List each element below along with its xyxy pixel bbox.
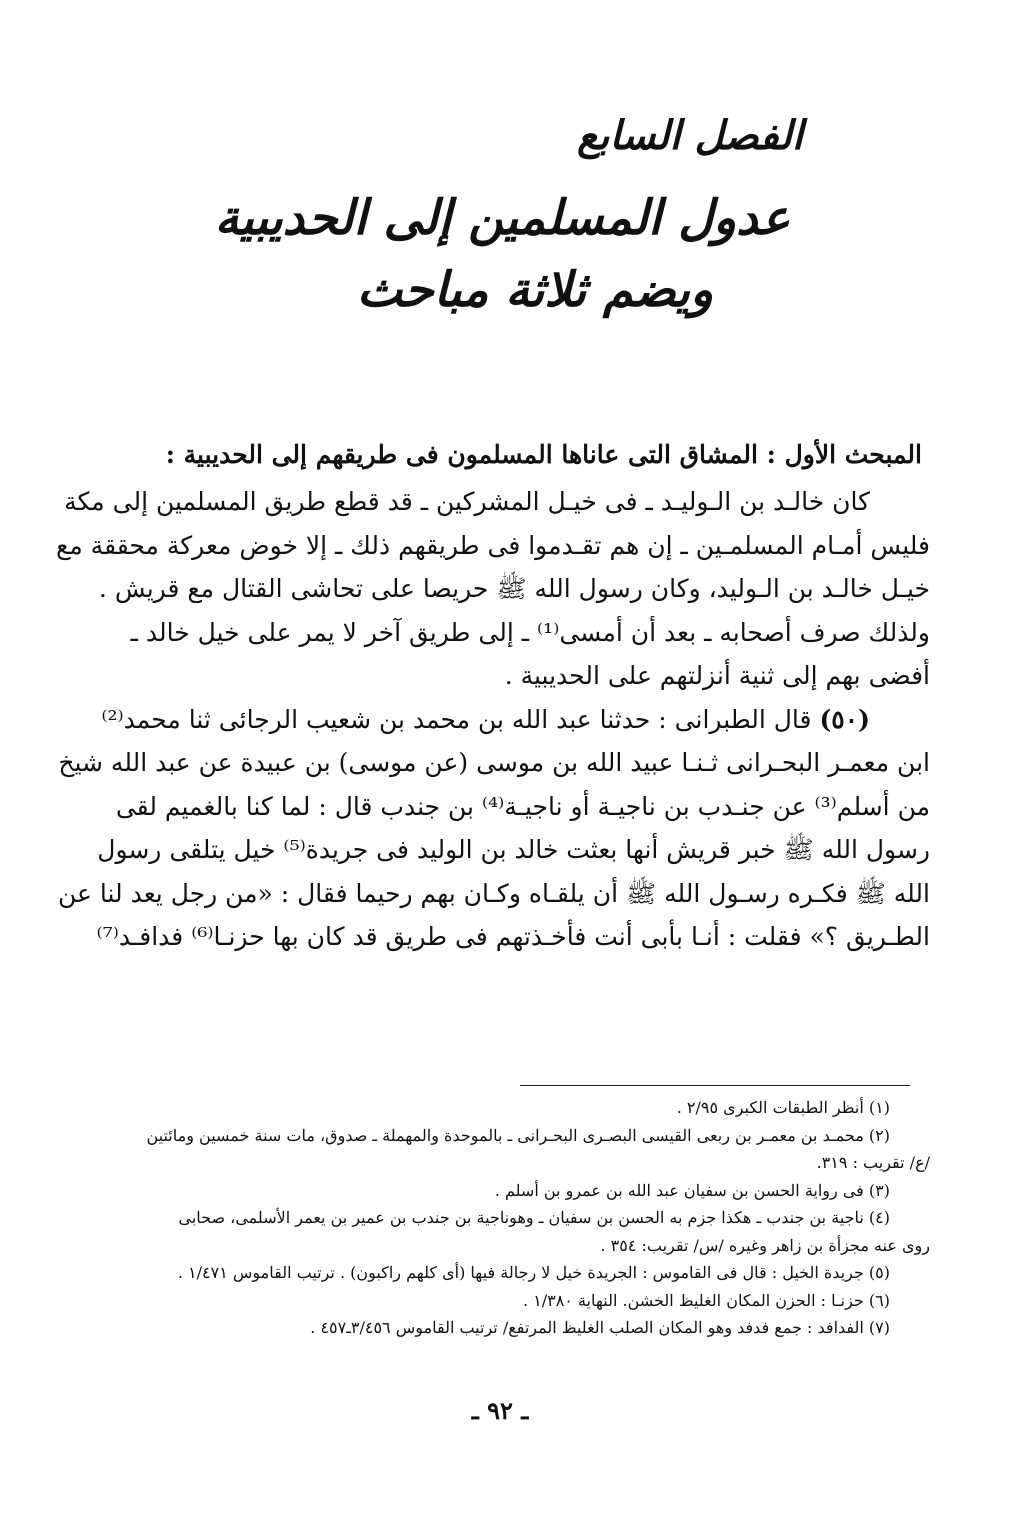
hadith-line: الله ﷺ فكـره رسـول الله ﷺ أن يلقـاه وكـان بهم رحيما فقال : «من رجل يعد لنا عن: [58, 878, 930, 908]
paragraph-line: ولذلك صرف أصحابه ـ بعد أن أمسى⁽¹⁾ ـ إلى طريق آخر لا يمر على خيل خالد ـ: [130, 617, 930, 647]
chapter-title-line-2: ويضم ثلاثة مباحث: [356, 262, 714, 318]
chapter-title-line-1: عدول المسلمين إلى الحديبية: [214, 190, 790, 246]
hadith-paragraph: [58, 698, 930, 959]
hadith-first-line: [101, 698, 930, 742]
paragraph-intro: [56, 480, 930, 698]
footnote-2-continued: /ع/ تقريب : ٣١٩.: [816, 1153, 930, 1172]
footnote-1: (١) أنظر الطبقات الكبرى ٢/٩٥ .: [676, 1098, 890, 1117]
footnote-3: (٣) فى رواية الحسن بن سفيان عبد الله بن عمرو بن أسلم .: [494, 1180, 890, 1200]
section-body: [56, 430, 930, 959]
page-number: ـ ٩٢ ـ: [471, 1396, 529, 1425]
footnote-4-continued: روى عنه مجزأة بن زاهر وغيره /س/ تقريب: ٣٥٤ .: [600, 1235, 930, 1255]
footnotes: [120, 1094, 930, 1342]
footnote-7: (٧) الفدافد : جمع فدفد وهو المكان الصلب الغليظ المرتفع/ ترتيب القاموس ٣/٤٥٦ـ٤٥٧ .: [310, 1318, 890, 1337]
footnote-5: (٥) جريدة الخيل : قال فى القاموس : الجريدة خيل لا رجالة فيها (أى كلهم راكبون) . ترتيب القاموس ١/٤٧١ .: [177, 1263, 890, 1282]
hadith-line: من أسلم⁽³⁾ عن جنـدب بن ناجيـة أو ناجيـة⁽⁴⁾ بن جندب قال : لما كنا بالغميم لقى: [115, 791, 930, 821]
hadith-line: ابن معمـر البحـرانى ثـنـا عبيد الله بن موسى (عن موسى) بن عبيدة عن عبد الله شيخ: [58, 748, 930, 777]
chapter-title: [214, 182, 790, 326]
paragraph-line: كان خالـد بن الـوليـد ـ فى خيـل المشركين ـ قد قطع طريق المسلمين إلى مكة: [64, 487, 870, 516]
hadith-line: رسول الله ﷺ خبر قريش أنها بعثت خالد بن الوليد فى جريدة⁽⁵⁾ خيل يتلقى رسول: [97, 835, 930, 864]
hadith-number: (٥٠): [819, 704, 870, 734]
paragraph-line: أفضى بهم إلى ثنية أنزلتهم على الحديبية .: [504, 661, 930, 690]
hadith-first-text: قال الطبرانى : حدثنا عبد الله بن محمد بن شعيب الرجائى ثنا محمد⁽²⁾: [101, 704, 812, 734]
footnote-4: (٤) ناجية بن جندب ـ هكذا جزم به الحسن بن سفيان ـ وهوناجية بن جندب بن عمير بن يعمر الأسلمى، صحابى: [178, 1208, 890, 1227]
hadith-line: الطـريق ؟» فقلت : أنـا بأبى أنت فأخـذتهم فى طريق قد كان بها حزنـا⁽⁶⁾ فدافـد⁽⁷⁾: [96, 922, 930, 951]
chapter-label: الفصل السابع: [576, 112, 804, 159]
footnote-6: (٦) حزنـا : الحزن المكان الغليظ الخشن. النهاية ١/٣٨٠ .: [522, 1290, 890, 1310]
paragraph-line: فليس أمـام المسلمـين ـ إن هم تقـدموا فى طريقهم ذلك ـ إلا خوض معركة محققة مع: [56, 530, 930, 560]
paragraph-line: خيـل خالـد بن الـوليد، وكان رسول الله ﷺ حريصا على تحاشى القتال مع قريش .: [98, 574, 930, 603]
section-heading: المبحث الأول : المشاق التى عاناها المسلمون فى طريقهم إلى الحديبية :: [165, 440, 922, 469]
footnote-divider: [520, 1085, 910, 1086]
footnote-2: (٢) محمـد بن معمـر بن ربعى القيسى البصـرى البحـرانى ـ بالموحدة والمهملة ـ صدوق، مات سنة خمسين ومائتين: [146, 1125, 890, 1145]
